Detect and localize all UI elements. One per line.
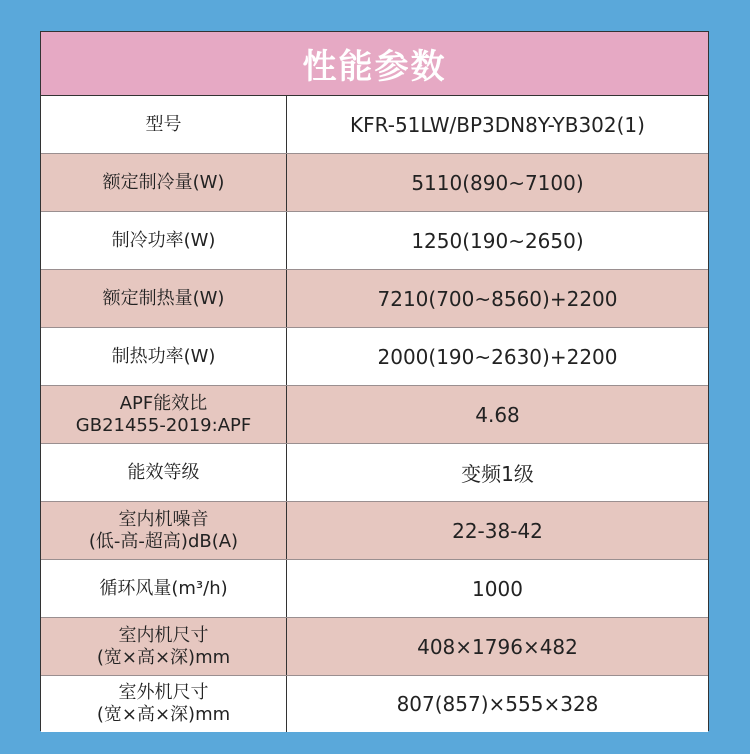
row-label-subtext: (宽×高×深)mm — [96, 704, 231, 725]
table-row-rated-cooling — [41, 154, 708, 212]
row-value: 4.68 — [475, 402, 520, 427]
row-label — [41, 270, 287, 327]
row-label-text: 室内机噪音 — [118, 508, 209, 530]
row-label — [41, 328, 287, 385]
table-row-cooling-power — [41, 212, 708, 270]
row-value: 7210(700~8560)+2200 — [377, 286, 618, 311]
row-value: 2000(190~2630)+2200 — [377, 344, 618, 369]
row-label — [41, 618, 287, 675]
row-label — [41, 212, 287, 269]
table-row-model — [41, 96, 708, 154]
row-label-text: 额定制冷量(W) — [102, 171, 225, 193]
row-label-text: 制冷功率(W) — [111, 229, 216, 251]
table-row-airflow — [41, 560, 708, 618]
row-label — [41, 676, 287, 732]
row-value: 1250(190~2650) — [411, 228, 584, 253]
row-label — [41, 154, 287, 211]
table-row-indoor-size — [41, 618, 708, 676]
row-label — [41, 444, 287, 501]
table-row-apf — [41, 386, 708, 444]
table-row-indoor-noise — [41, 502, 708, 560]
row-label-text: 额定制热量(W) — [102, 287, 225, 309]
row-label-subtext: GB21455-2019:APF — [75, 414, 252, 436]
row-label-subtext: (宽×高×深)mm — [96, 646, 231, 668]
row-label-text: 制热功率(W) — [111, 345, 216, 367]
page-title: 性能参数 — [41, 32, 708, 96]
row-label — [41, 96, 287, 153]
table-row-heating-power — [41, 328, 708, 386]
row-value: 22-38-42 — [452, 518, 543, 543]
row-label-subtext: (低-高-超高)dB(A) — [88, 530, 239, 552]
row-label — [41, 560, 287, 617]
table-row-efficiency-grade — [41, 444, 708, 502]
table-row-rated-heating — [41, 270, 708, 328]
row-label — [41, 502, 287, 559]
row-label — [41, 386, 287, 443]
row-value: 变频1级 — [461, 462, 534, 486]
table-row-outdoor-size — [41, 676, 708, 732]
row-value: 408×1796×482 — [417, 634, 578, 659]
row-label-text: APF能效比 — [119, 392, 208, 414]
row-label-text: 循环风量(m³/h) — [99, 577, 228, 599]
row-value: 807(857)×555×328 — [396, 692, 599, 716]
spec-sheet — [40, 31, 709, 731]
row-label-text: 型号 — [145, 113, 182, 135]
row-label-text: 能效等级 — [127, 461, 200, 483]
row-value: 5110(890~7100) — [411, 170, 584, 195]
row-value: KFR-51LW/BP3DN8Y-YB302(1) — [350, 112, 645, 137]
row-label-text: 室外机尺寸 — [118, 682, 209, 704]
row-label-text: 室内机尺寸 — [118, 624, 209, 646]
row-value: 1000 — [472, 576, 523, 601]
